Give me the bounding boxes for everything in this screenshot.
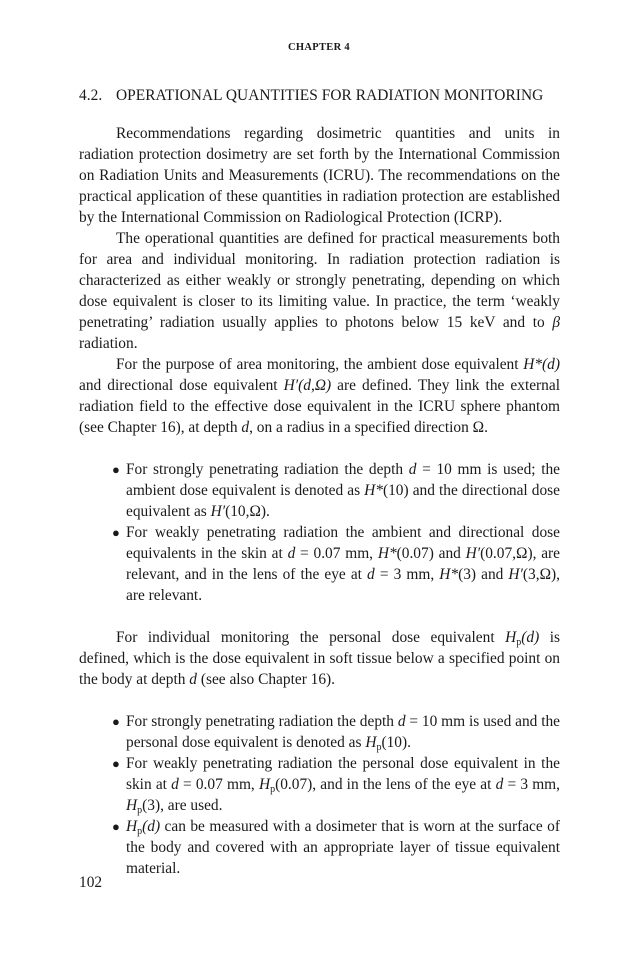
list-item: ● For strongly penetrating radiation the depth d = 10 mm is used and the personal dose equivalent is denoted as $H_p(10)$. (112, 713, 560, 753)
paragraph-operational-quantities: The operational quantities are defined for practical measurements both for area and individual monitoring. In radiation protection radiation is characterized as either weakly or strongly penetrating, depending on which dose equivalent is closer to its limiting value. In practice, the term ‘weakly penetrating’ radiation usually applies to photons below 15 keV and to β radiation. (79, 230, 560, 352)
bullet-icon: ● (112, 462, 120, 477)
paragraph-individual-monitoring: For individual monitoring the personal dose equivalent $H_p(d)$ is defined, which is the dose equivalent in soft tissue below a specified point on the body at depth d (see also Chapter 16). (79, 629, 560, 688)
bullet-icon: ● (112, 525, 120, 540)
section-number: 4.2. (79, 87, 103, 104)
bullet-icon: ● (112, 714, 120, 729)
bullet-icon: ● (112, 756, 120, 771)
running-head: CHAPTER 4 (288, 42, 350, 53)
list-item: ● For strongly penetrating radiation the depth d = 10 mm is used; the ambient dose equivalent is denoted as H*(10) and the directional dose equivalent as H′(10,Ω). (112, 461, 561, 520)
body-text (79, 123, 560, 879)
page-number: 102 (79, 874, 103, 891)
area-monitoring-list (79, 459, 560, 606)
list-item: ● For weakly penetrating radiation the ambient and directional dose equivalents in the skin at d = 0.07 mm, H*(0.07) and H′(0.07,Ω), are relevant, and in the lens of the eye at d = 3 mm, H*(3) and H′(3,Ω), are relevant. (112, 524, 561, 604)
personal-monitoring-list (79, 711, 560, 879)
bullet-icon: ● (112, 819, 120, 834)
section-title: OPERATIONAL QUANTITIES FOR RADIATION MONITORING (116, 87, 544, 104)
section-heading (79, 87, 579, 105)
paragraph-area-monitoring: For the purpose of area monitoring, the ambient dose equivalent H*(d) and directional dose equivalent H′(d,Ω) are defined. They link the external radiation field to the effective dose equivalent in the ICRU sphere phantom (see Chapter 16), at depth d, on a radius in a specified direction Ω. (79, 356, 560, 436)
list-item: ● $H_p(d)$ can be measured with a dosimeter that is worn at the surface of the body and covered with an appropriate layer of tissue equivalent material. (112, 818, 560, 877)
list-item: ● For weakly penetrating radiation the personal dose equivalent in the skin at d = 0.07 mm, $H_p(0.07)$, and in the lens of the eye at d = 3 mm, $H_p(3)$, are used. (112, 755, 560, 816)
paragraph-recommendations: Recommendations regarding dosimetric quantities and units in radiation protection dosimetry are set forth by the International Commission on Radiation Units and Measurements (ICRU). The recommendations on the practical application of these quantities in radiation protection are established by the International Commission on Radiological Protection (ICRP). (79, 125, 560, 226)
